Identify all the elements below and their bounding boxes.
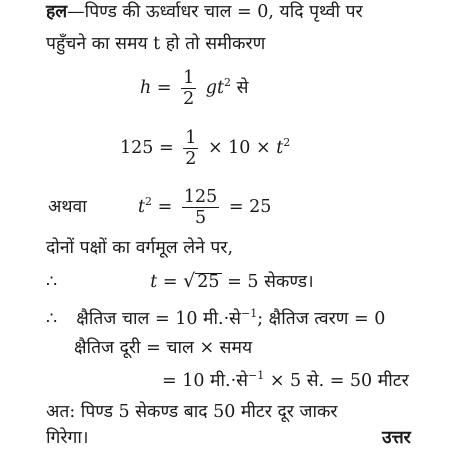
- eq3-exponent: 2: [145, 195, 153, 209]
- eq3-result: = 25: [228, 197, 272, 218]
- solution-line-9: क्षैतिज दूरी = चाल × समय: [74, 338, 253, 358]
- eq1-g: gt: [205, 78, 225, 99]
- solution-label: हल: [46, 2, 68, 22]
- eq3-label: अथवा: [48, 197, 87, 218]
- equation-1: [140, 68, 248, 109]
- distance-unit-exponent: −1: [248, 369, 265, 382]
- solution-line-1: [46, 4, 363, 22]
- eq4-t: t: [150, 272, 158, 292]
- distance-calc-a: = 10 मी.·से: [162, 371, 249, 391]
- sqrt-symbol: √: [183, 270, 196, 292]
- eq3-eq: =: [157, 197, 173, 218]
- eq4-result: = 5 सेकण्ड।: [227, 272, 314, 292]
- eq1-fraction: $\frac{1}{2}$: [183, 68, 195, 110]
- eq1-lhs: h =: [140, 78, 172, 99]
- eq2-t: t: [276, 138, 284, 159]
- equation-4: [46, 272, 314, 292]
- solution-line-2: पहुँचने का समय t हो तो समीकरण: [46, 34, 266, 54]
- eq2-exponent: 2: [283, 136, 291, 150]
- eq1-exponent: 2: [224, 76, 232, 90]
- horizontal-acceleration-text: ; क्षैतिज त्वरण = 0: [257, 309, 386, 329]
- solution-line-11: अत: पिण्ड 5 सेकण्ड बाद 50 मीटर दूर जाकर: [46, 402, 338, 422]
- solution-line-10: [162, 370, 409, 391]
- eq1-suffix: से: [236, 78, 249, 99]
- therefore-symbol-1: ∴: [46, 272, 58, 292]
- equation-2: [120, 128, 290, 169]
- eq3-fraction: $\frac{125}{5}$: [183, 187, 218, 229]
- distance-calc-b: × 5 से. = 50 मीटर: [269, 371, 409, 391]
- solution-line-8: [46, 308, 385, 329]
- solution-line-6: दोनों पक्षों का वर्गमूल लेने पर,: [46, 238, 234, 258]
- eq2-rest: × 10 ×: [207, 138, 271, 159]
- sqrt-value: 25: [197, 272, 220, 292]
- speed-unit-exponent: −1: [240, 307, 258, 320]
- solution-intro-text: —पिण्ड की ऊर्ध्वाधर चाल = 0, यदि पृथ्वी पर: [67, 2, 363, 22]
- eq2-fraction: $\frac{1}{2}$: [185, 128, 197, 170]
- eq2-lhs: 125 =: [120, 138, 174, 159]
- eq3-t: t: [137, 197, 146, 218]
- equation-3: [48, 187, 271, 228]
- horizontal-speed-text: क्षैतिज चाल = 10 मी.·से: [76, 309, 241, 329]
- solution-line-12: गिरेगा।: [46, 428, 89, 448]
- eq4-eq: =: [162, 272, 178, 292]
- answer-label: उत्तर: [382, 428, 411, 448]
- therefore-symbol-2: ∴: [46, 309, 58, 329]
